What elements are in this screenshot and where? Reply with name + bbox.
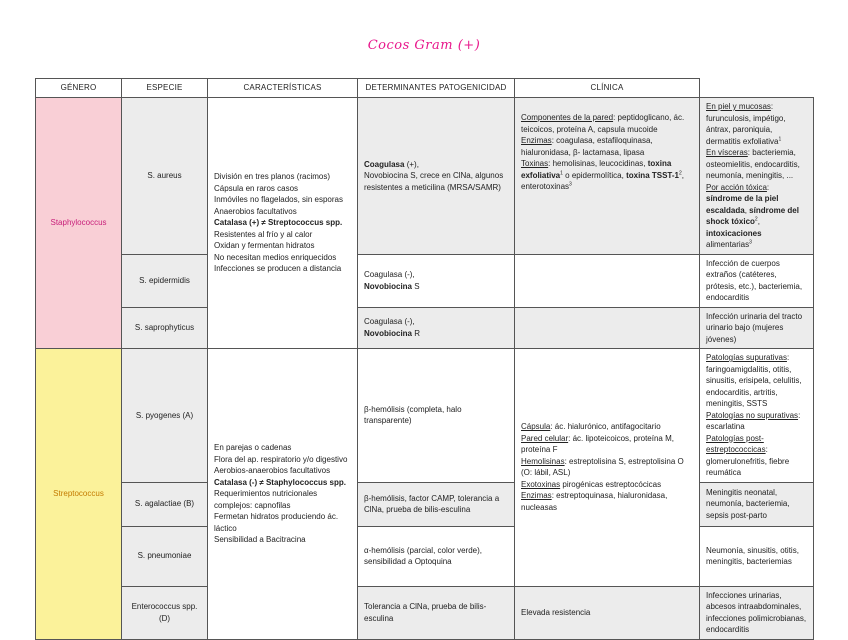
staph-char-line: Resistentes al frío y al calor <box>214 229 313 239</box>
staph-char-line: División en tres planos (racimos) <box>214 172 331 182</box>
table-row-enterococcus <box>36 586 814 639</box>
aureus-tox-exfoliativa: toxina exfoliativa <box>521 159 672 180</box>
strep-enz-text: : estreptoquinasa, hialuronidasa, nucleasas <box>521 491 668 512</box>
agalactiae-clinica: Meningitis neonatal, neumonía, bacteriemia, sepsis post-parto <box>700 482 814 526</box>
bacteria-table <box>35 78 814 640</box>
staph-char-line: Infecciones se producen a distancia <box>214 264 342 274</box>
staph-char-line: Inmóviles no flagelados, sin esporas <box>214 195 343 205</box>
strep-cap-label: Cápsula <box>521 422 551 432</box>
species-s-aureus: S. aureus <box>122 98 208 255</box>
strep-characteristics <box>208 349 358 640</box>
aureus-clin-sup-2: 2 <box>754 216 758 223</box>
strep-char-line: Requerimientos nutricionales complejos: capnofilas <box>214 489 318 510</box>
enterococcus-clinica: Infecciones urinarias, abcesos intraabdominales, infecciones polimicrobianas, endocarditis <box>700 586 814 639</box>
species-s-saprophyticus: S. saprophyticus <box>122 307 208 349</box>
strep-cap-text: : ác. hialurónico, antifagocitario <box>550 422 661 432</box>
strep-exo-text: pirogénicas estreptocócicas <box>560 479 662 489</box>
agalactiae-characteristics: β-hemólisis, factor CAMP, tolerancia a ClNa, prueba de bilis-esculina <box>358 482 515 526</box>
aureus-shock-toxico: síndrome del shock tóxico <box>706 205 799 226</box>
header-clinica: CLÍNICA <box>515 79 700 98</box>
saprophyticus-determinantes <box>515 307 700 349</box>
enterococcus-determinantes: Elevada resistencia <box>515 586 700 639</box>
epidermidis-characteristics <box>358 254 515 307</box>
aureus-pared-text: : peptidoglicano, ác. teicoicos, proteína A, capsula mucoide <box>521 113 685 134</box>
pneumoniae-characteristics: α-hemólisis (parcial, color verde), sensibilidad a Optoquina <box>358 526 515 586</box>
genus-streptococcus: Streptococcus <box>36 349 122 640</box>
strep-determinantes <box>515 349 700 587</box>
staph-char-line: Catalasa (+) ≠ Streptococcus spp. <box>214 218 343 228</box>
aureus-coagulasa: Coagulasa <box>364 159 405 169</box>
staph-characteristics <box>208 98 358 349</box>
strep-char-line: Catalasa (-) ≠ Staphylococcus spp. <box>214 477 346 487</box>
page-title: Cocos Gram (+) <box>367 38 481 53</box>
agalactiae-name: S. agalactiae <box>134 499 182 509</box>
aureus-sup-2: 2 <box>678 169 682 176</box>
species-s-epidermidis: S. epidermidis <box>122 254 208 307</box>
pneumoniae-clinica: Neumonía, sinusitis, otitis, meningitis, bacteriemias <box>700 526 814 586</box>
epidermidis-novobiocina-result: S <box>412 281 420 291</box>
aureus-enz-text: : coagulasa, estafiloquinasa, hialuronidasa, β- lactamasa, lipasa <box>521 136 653 157</box>
header-row <box>36 79 814 98</box>
strep-char-line: Aerobios-anaerobios facultativos <box>214 466 331 475</box>
table-row-s-pyogenes <box>36 349 814 483</box>
aureus-enz-label: Enzimas <box>521 136 552 145</box>
enterococcus-characteristics: Tolerancia a ClNa, prueba de bilis-esculina <box>358 586 515 639</box>
aureus-characteristics <box>358 98 515 255</box>
saprophyticus-clinica: Infección urinaria del tracto urinario bajo (mujeres jóvenes) <box>700 307 814 349</box>
aureus-sup-1: 1 <box>560 169 563 176</box>
strep-pared-label: Pared celular <box>521 433 569 443</box>
staph-char-line: Anaerobios facultativos <box>214 206 297 216</box>
aureus-pared-label: Componentes de la pared <box>521 113 614 122</box>
aureus-sup-3: 3 <box>569 181 572 188</box>
species-s-pneumoniae: S. pneumoniae <box>122 526 208 586</box>
aureus-char-line: Novobiocina S, crece en ClNa, algunos resistentes a meticilina (MRSA/SAMR) <box>364 171 504 192</box>
pyogenes-nosup-text: : escarlatina <box>706 410 801 431</box>
species-s-pyogenes <box>122 349 208 483</box>
epidermidis-novobiocina: Novobiocina <box>364 281 413 291</box>
aureus-clin-sup-3: 3 <box>749 239 752 246</box>
aureus-tox-mid: o epidermolítica, <box>562 170 624 180</box>
saprophyticus-characteristics <box>358 307 515 349</box>
aureus-intoxicaciones: intoxicaciones <box>706 228 762 238</box>
strep-enz-label: Enzimas <box>521 491 552 501</box>
aureus-tox-text: : hemolisinas, leucocidinas, <box>548 159 646 168</box>
aureus-toxica-label: Por acción tóxica <box>706 182 767 192</box>
pyogenes-sup-text: : faringoamigdalitis, otitis, sinusitis, erisipela, celulitis, endocarditis, artritis, meningitis, SSTS <box>706 353 802 408</box>
agalactiae-group: (B) <box>181 499 195 509</box>
staph-char-line: Oxidan y fermentan hidratos <box>214 241 315 251</box>
aureus-tox-label: Toxinas <box>521 159 549 168</box>
pyogenes-sup-label: Patologías supurativas <box>706 353 787 362</box>
strep-char-line: Sensibilidad a Bacitracina <box>214 535 306 544</box>
pyogenes-post-label: Patologías post-estreptococcicas <box>706 433 766 454</box>
epidermidis-clinica: Infección de cuerpos extraños (catéteres, prótesis, etc.), bacteriemia, endocarditis <box>700 254 814 307</box>
aureus-determinantes <box>515 98 700 255</box>
aureus-coagulasa-result: (+), <box>404 159 419 169</box>
epidermidis-determinantes <box>515 254 700 307</box>
pyogenes-nosup-label: Patologías no supurativas <box>706 410 799 420</box>
aureus-alimentarias: alimentarias <box>706 240 750 249</box>
aureus-visc-text: : bacteriemia, osteomielitis, endocarditis, neumonía, meningitis, ... <box>706 148 800 180</box>
aureus-clinica: En piel y mucosas: furunculosis, impétigo, ántrax, paroniquia, dermatitis exfoliativa$^1$ En vísceras: bacteriemia, osteomielitis, endocarditis, neumonía, meningitis, ... Por acción tóxica: síndrome de la piel escaldada, síndrome del shock tóxico$^2$, intoxicaciones alimentarias$^3$ <box>700 98 814 255</box>
staph-char-line: No necesitan medios enriquecidos <box>214 252 337 262</box>
strep-exo-label: Exotoxinas <box>521 479 561 489</box>
table-row-s-epidermidis <box>36 254 814 307</box>
pyogenes-characteristics: β-hemólisis (completa, halo transparente) <box>358 349 515 483</box>
aureus-piel-text: : furunculosis, impétigo, ántrax, paroniquia, dermatitis exfoliativa <box>706 102 786 146</box>
aureus-piel-escaldada: síndrome de la piel escaldada <box>706 194 779 215</box>
species-s-agalactiae <box>122 482 208 526</box>
strep-hem-text: : estreptolisina S, estreptolisina O (O: lábil, ASL) <box>521 456 684 478</box>
species-enterococcus: Enterococcus spp. (D) <box>122 586 208 639</box>
strep-char-line: Flora del ap. respiratorio y/o digestivo <box>214 454 348 464</box>
aureus-visc-label: En vísceras <box>706 148 748 157</box>
header-determinantes: DETERMINANTES PATOGENICIDAD <box>358 79 515 98</box>
table-row-s-saprophyticus <box>36 307 814 349</box>
saprophyticus-novobiocina-result: R <box>412 328 421 338</box>
pyogenes-post-text: : glomerulonefritis, fiebre reumática <box>706 445 790 477</box>
aureus-clin-sup-1: 1 <box>778 135 782 142</box>
strep-hem-label: Hemolisinas <box>521 456 565 466</box>
aureus-tox-tsst: toxina TSST-1 <box>626 170 679 180</box>
header-especie: ESPECIE <box>122 79 208 98</box>
epidermidis-coagulasa: Coagulasa (-), <box>364 270 415 279</box>
strep-pared-text: : ác. lipoteicoicos, proteína M, proteína F <box>521 433 674 455</box>
saprophyticus-novobiocina: Novobiocina <box>364 328 413 338</box>
staph-char-line: Cápsula en raros casos <box>214 183 299 193</box>
aureus-piel-label: En piel y mucosas <box>706 102 771 111</box>
header-caracteristicas: CARACTERÍSTICAS <box>208 79 358 98</box>
strep-char-line: Fermetan hidratos produciendo ác. láctico <box>214 512 339 533</box>
table-row-s-aureus <box>36 98 814 255</box>
saprophyticus-coagulasa: Coagulasa (-), <box>364 317 415 327</box>
strep-char-line: En parejas o cadenas <box>214 443 292 452</box>
header-genero: GÉNERO <box>36 79 122 98</box>
pyogenes-name: S. pyogenes <box>135 410 181 420</box>
genus-staphylococcus: Staphylococcus <box>36 98 122 349</box>
pyogenes-clinica <box>700 349 814 483</box>
pyogenes-group: (A) <box>180 410 194 420</box>
aureus-tox-end: , enterotoxinas <box>521 170 684 191</box>
